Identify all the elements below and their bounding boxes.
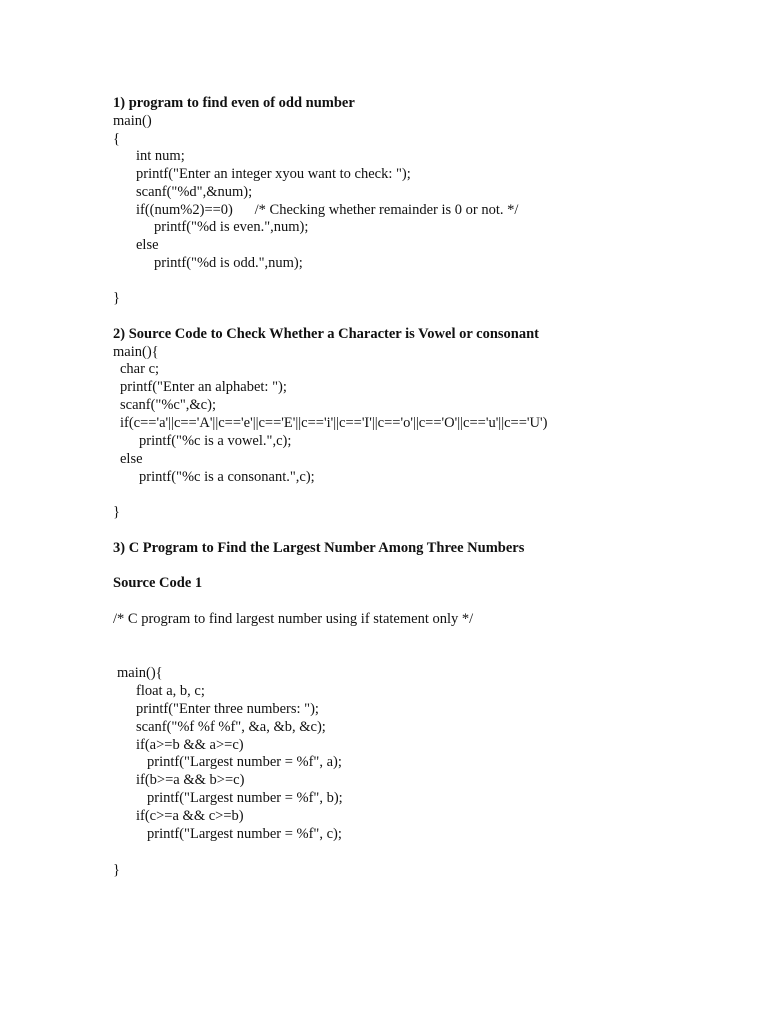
code-line: }	[113, 862, 120, 878]
code-line: main(){	[113, 344, 159, 360]
code-line: int num;	[136, 148, 185, 164]
section-1-heading: 1) program to find even of odd number	[113, 95, 355, 111]
code-line: scanf("%f %f %f", &a, &b, &c);	[136, 719, 326, 735]
code-line: if(c>=a && c>=b)	[136, 808, 244, 824]
code-line: printf("Largest number = %f", a);	[147, 754, 342, 770]
code-line: printf("Enter an integer xyou want to check: ");	[136, 166, 411, 182]
code-line: if(a>=b && a>=c)	[136, 737, 244, 753]
section-2-heading: 2) Source Code to Check Whether a Character is Vowel or consonant	[113, 326, 539, 342]
code-line: main(){	[117, 665, 163, 681]
code-line: main()	[113, 113, 152, 129]
code-line: else	[136, 237, 159, 253]
section-3-heading: 3) C Program to Find the Largest Number Among Three Numbers	[113, 540, 525, 556]
code-line: printf("Enter three numbers: ");	[136, 701, 319, 717]
code-line: else	[120, 451, 143, 467]
code-line: if(b>=a && b>=c)	[136, 772, 245, 788]
code-line: if((num%2)==0) /* Checking whether remainder is 0 or not. */	[136, 202, 519, 218]
code-line: printf("Largest number = %f", b);	[147, 790, 343, 806]
code-line: printf("%d is odd.",num);	[154, 255, 303, 271]
code-line: printf("%c is a vowel.",c);	[139, 433, 292, 449]
code-line: {	[113, 131, 120, 147]
code-line: char c;	[120, 361, 160, 377]
code-comment: /* C program to find largest number using if statement only */	[113, 611, 474, 627]
code-line: printf("%c is a consonant.",c);	[139, 469, 315, 485]
code-line: }	[113, 504, 120, 520]
code-line: scanf("%c",&c);	[120, 397, 216, 413]
section-3-subheading: Source Code 1	[113, 575, 203, 591]
code-line: }	[113, 290, 120, 306]
code-line: if(c=='a'||c=='A'||c=='e'||c=='E'||c=='i'||c=='I'||c=='o'||c=='O'||c=='u'||c=='U')	[120, 415, 548, 431]
code-line: printf("%d is even.",num);	[154, 219, 309, 235]
code-line: printf("Enter an alphabet: ");	[120, 379, 287, 395]
code-line: scanf("%d",&num);	[136, 184, 253, 200]
code-line: printf("Largest number = %f", c);	[147, 826, 342, 842]
code-line: float a, b, c;	[136, 683, 205, 699]
